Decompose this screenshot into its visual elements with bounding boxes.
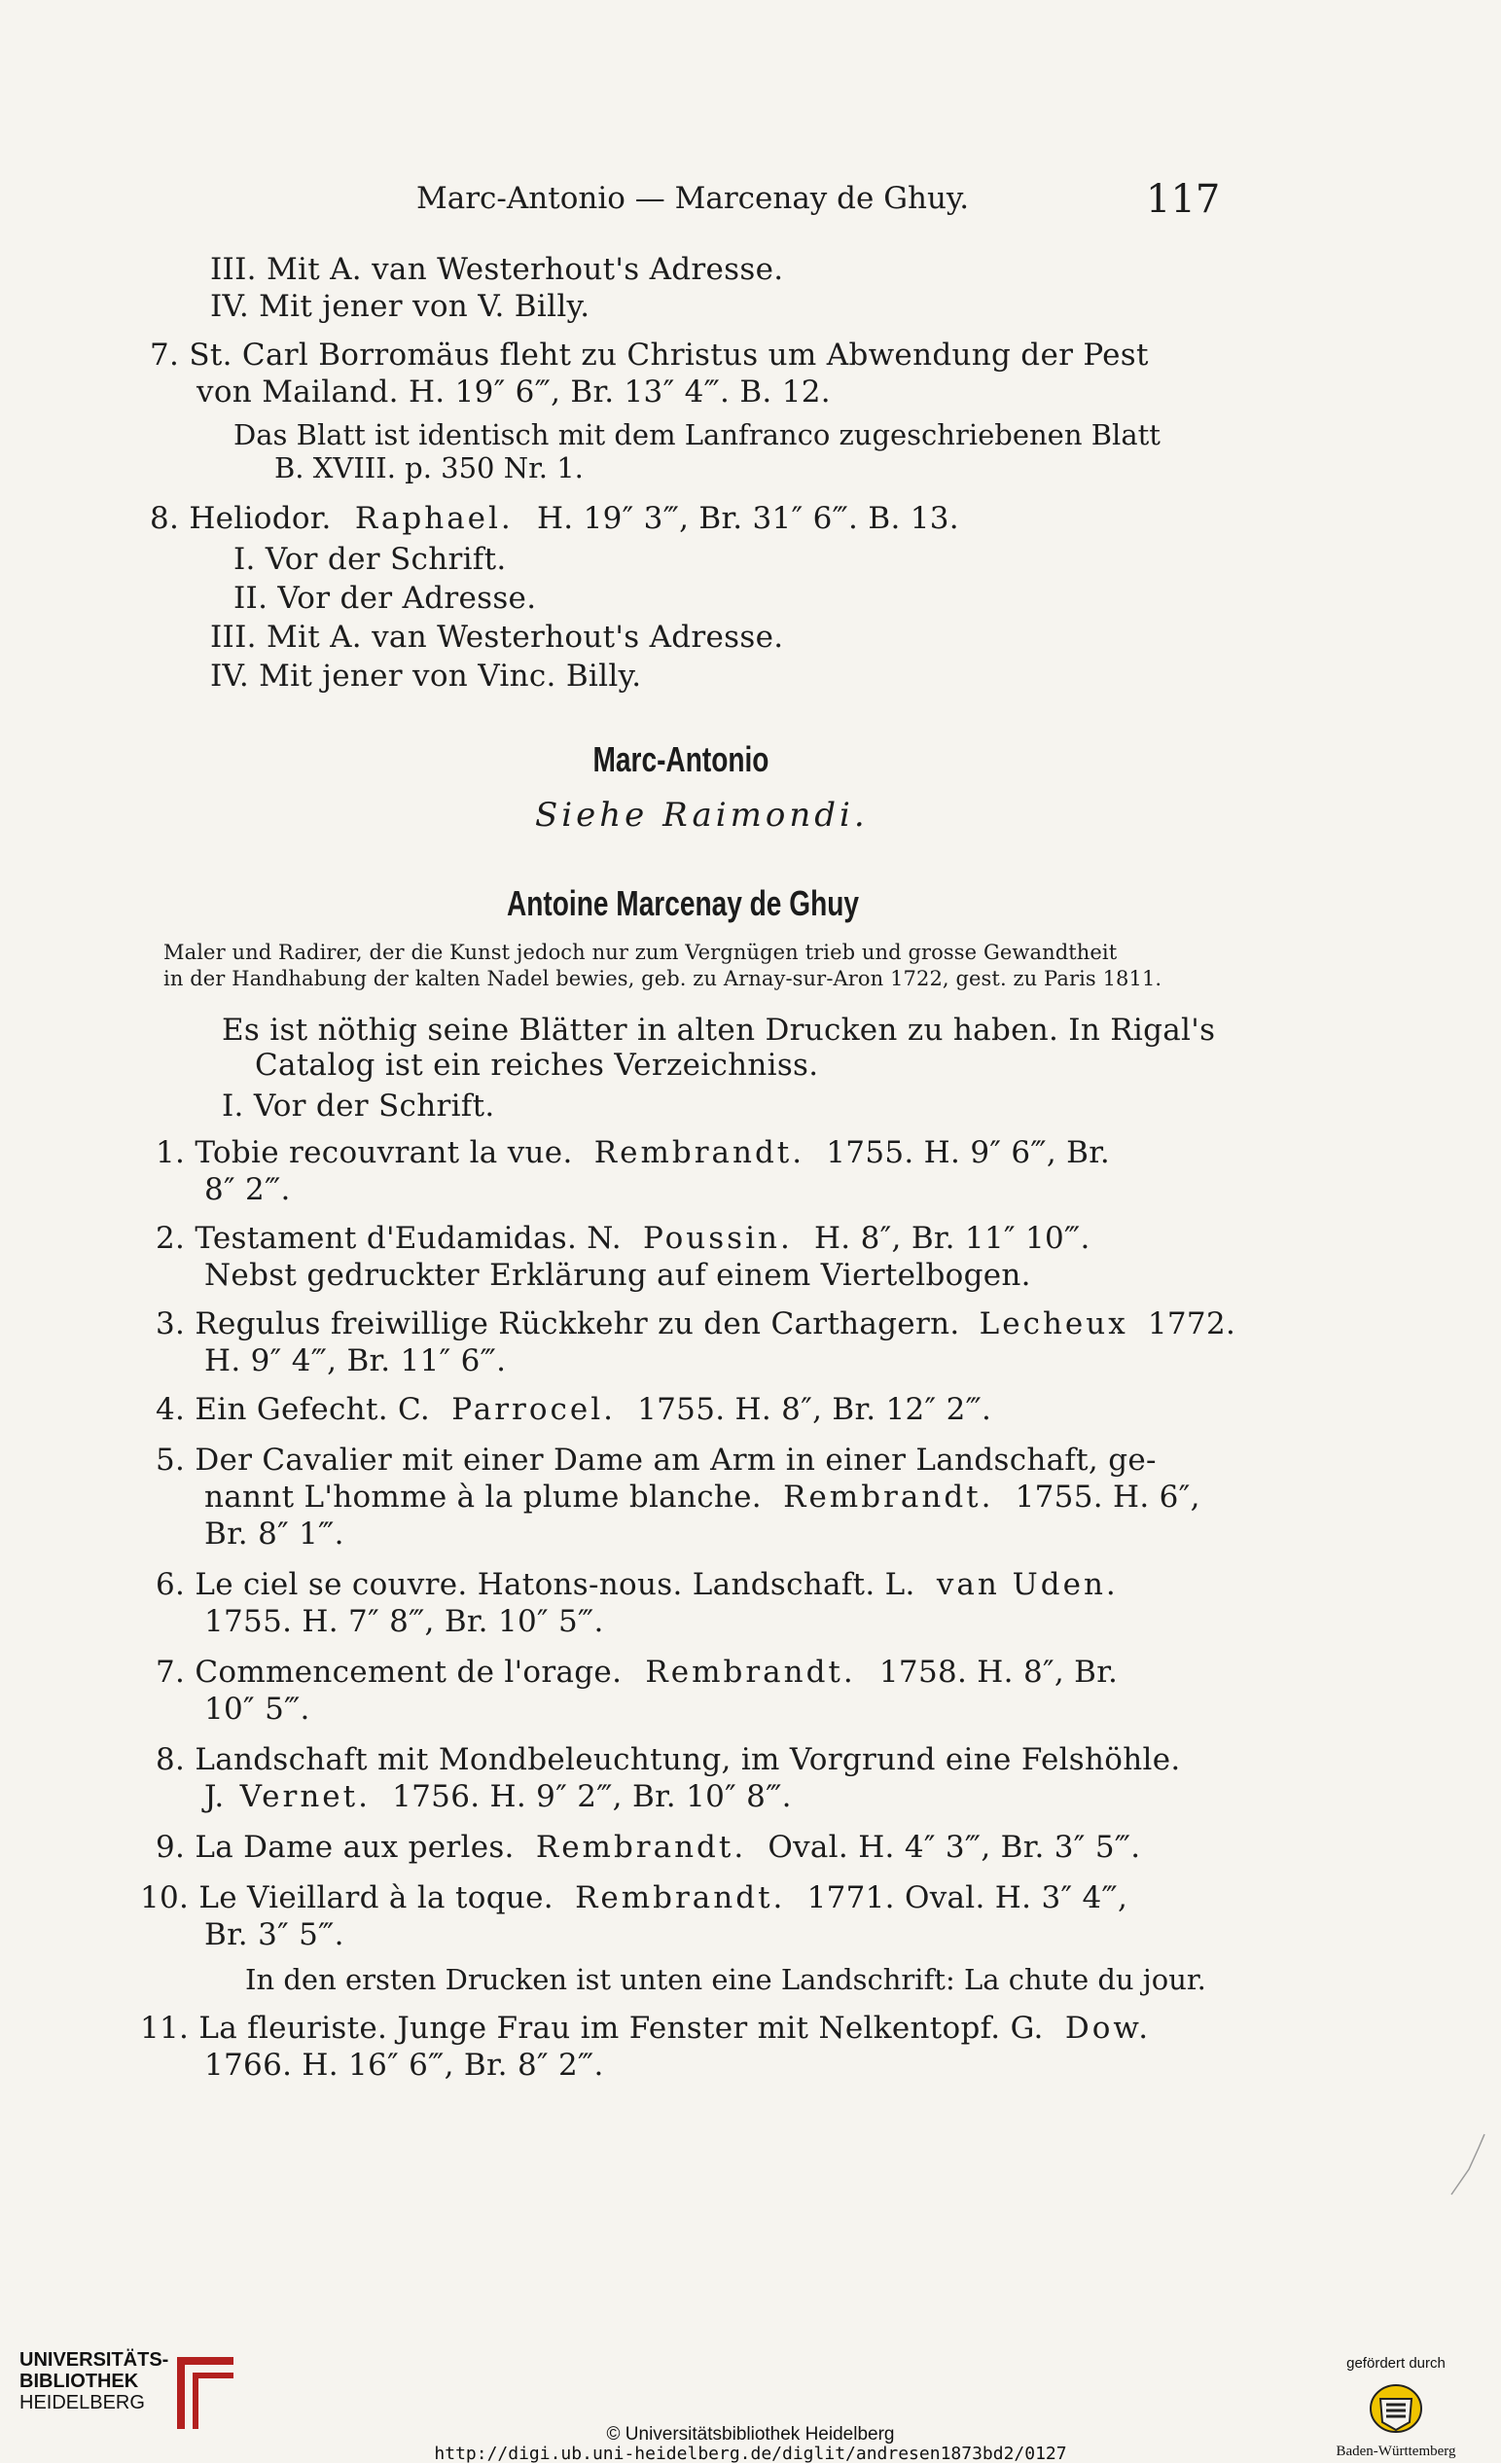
entry-10-line-2: Br. 3″ 5‴. [204,1917,344,1952]
artist-name: van Uden. [936,1567,1119,1602]
entry-2-line-2: Nebst gedruckter Erklärung auf einem Viertelbogen. [204,1258,1031,1293]
entry-3-line-1: 3. Regulus freiwillige Rückkehr zu den Carthagern. Lecheux 1772. [156,1306,1236,1341]
biography-line-1: Maler und Radirer, der die Kunst jedoch nur zum Vergnügen trieb und grosse Gewandtheit [163,941,1118,964]
entry-7b-line-1: 7. Commencement de l'orage. Rembrandt. 1758. H. 8″, Br. [156,1655,1119,1690]
entry-5-line-3: Br. 8″ 1‴. [204,1517,344,1552]
entry-4-line: 4. Ein Gefecht. C. Parrocel. 1755. H. 8″, Br. 12″ 2‴. [156,1392,992,1427]
entry-8b-line-2: J. Vernet. 1756. H. 9″ 2‴, Br. 10″ 8‴. [204,1779,792,1814]
copyright-notice: © Universitätsbibliothek Heidelberg [606,2424,895,2445]
artist-name: Rembrandt. [593,1135,805,1170]
entry-7-note-2: B. XVIII. p. 350 Nr. 1. [274,451,584,484]
text-line: IV. Mit jener von V. Billy. [210,289,590,324]
artist-name: Rembrandt. [535,1830,747,1865]
artist-name: Rembrandt. [645,1655,856,1690]
entry-7-note-1: Das Blatt ist identisch mit dem Lanfranco zugeschriebenen Blatt [233,418,1161,451]
entry-7-line-1: 7. St. Carl Borromäus fleht zu Christus um Abwendung der Pest [150,338,1149,373]
entry-6-line-2: 1755. H. 7″ 8‴, Br. 10″ 5‴. [204,1604,604,1639]
intro-line-1: Es ist nöthig seine Blätter in alten Drucken zu haben. In Rigal's [222,1013,1216,1048]
entry-1-line-1: 1. Tobie recouvrant la vue. Rembrandt. 1755. H. 9″ 6‴, Br. [156,1135,1111,1170]
permalink-url[interactable]: http://digi.ub.uni-heidelberg.de/diglit/andresen1873bd2/0127 [434,2444,1067,2464]
artist-name: Dow. [1064,2011,1152,2046]
biography-line-2: in der Handhabung der kalten Nadel bewies, geb. zu Arnay-sur-Aron 1722, gest. zu Paris 1811. [163,967,1162,990]
sponsor-block [1304,2354,1488,2461]
state-line: III. Mit A. van Westerhout's Adresse. [210,620,784,655]
sponsor-name: Baden-Württemberg [1336,2444,1456,2459]
entry-3-line-2: H. 9″ 4‴, Br. 11″ 6‴. [204,1343,507,1378]
scan-mark-icon [1449,2130,1488,2198]
entry-7-line-2: von Mailand. H. 19″ 6‴, Br. 13″ 4‴. B. 12. [197,375,831,410]
entry-9-line: 9. La Dame aux perles. Rembrandt. Oval. H. 4″ 3‴, Br. 3″ 5‴. [156,1830,1141,1865]
section-title-marc-antonio: Marc-Antonio [592,739,769,779]
artist-name: Parrocel. [451,1392,616,1427]
artist-name: Poussin. [643,1221,793,1256]
entry-8-title: 8. Heliodor. [150,501,332,536]
state-line: IV. Mit jener von Vinc. Billy. [210,659,642,694]
state-line: I. Vor der Schrift. [222,1089,495,1124]
entry-6-line-1: 6. Le ciel se couvre. Hatons-nous. Landschaft. L. van Uden. [156,1567,1119,1602]
state-line: II. Vor der Adresse. [233,581,537,616]
entry-8-dims: H. 19″ 3‴, Br. 31″ 6‴. B. 13. [536,501,959,536]
entry-2-line-1: 2. Testament d'Eudamidas. N. Poussin. H. 8″, Br. 11″ 10‴. [156,1221,1090,1256]
library-name: UNIVERSITÄTS- BIBLIOTHEK HEIDELBERG [19,2349,169,2413]
intro-line-2: Catalog ist ein reiches Verzeichniss. [255,1048,819,1083]
section-title-marcenay: Antoine Marcenay de Ghuy [506,883,859,923]
artist-name: Vernet. [239,1779,371,1814]
state-line: I. Vor der Schrift. [233,542,507,577]
entry-7b-line-2: 10″ 5‴. [204,1692,310,1727]
artist-name: Rembrandt. [783,1480,994,1515]
entry-11-line-1: 11. La fleuriste. Junge Frau im Fenster mit Nelkentopf. G. Dow. [140,2011,1152,2046]
artist-name: Lecheux [979,1306,1128,1341]
entry-8b-line-1: 8. Landschaft mit Mondbeleuchtung, im Vorgrund eine Felshöhle. [156,1742,1181,1777]
text-line: III. Mit A. van Westerhout's Adresse. [210,252,784,287]
section-crossref: Siehe Raimondi. [535,796,869,835]
sponsor-label: gefördert durch [1346,2355,1446,2372]
entry-11-line-2: 1766. H. 16″ 6‴, Br. 8″ 2‴. [204,2048,604,2083]
running-title: Marc-Antonio — Marcenay de Ghuy. [416,181,970,216]
entry-5-line-1: 5. Der Cavalier mit einer Dame am Arm in einer Landschaft, ge- [156,1443,1157,1478]
artist-name: Rembrandt. [575,1880,786,1915]
entry-8-line [150,500,959,537]
entry-5-line-2: nannt L'homme à la plume blanche. Rembrandt. 1755. H. 6″, [204,1480,1200,1515]
entry-8-artist: Raphael. [354,501,514,536]
entry-10-line-1: 10. Le Vieillard à la toque. Rembrandt. 1771. Oval. H. 3″ 4‴, [140,1880,1128,1915]
page-number: 117 [1146,177,1221,222]
entry-1-line-2: 8″ 2‴. [204,1172,291,1207]
entry-10-note: In den ersten Drucken ist unten eine Landschrift: La chute du jour. [245,1963,1206,1996]
state-coat-of-arms-icon [1359,2379,1433,2438]
